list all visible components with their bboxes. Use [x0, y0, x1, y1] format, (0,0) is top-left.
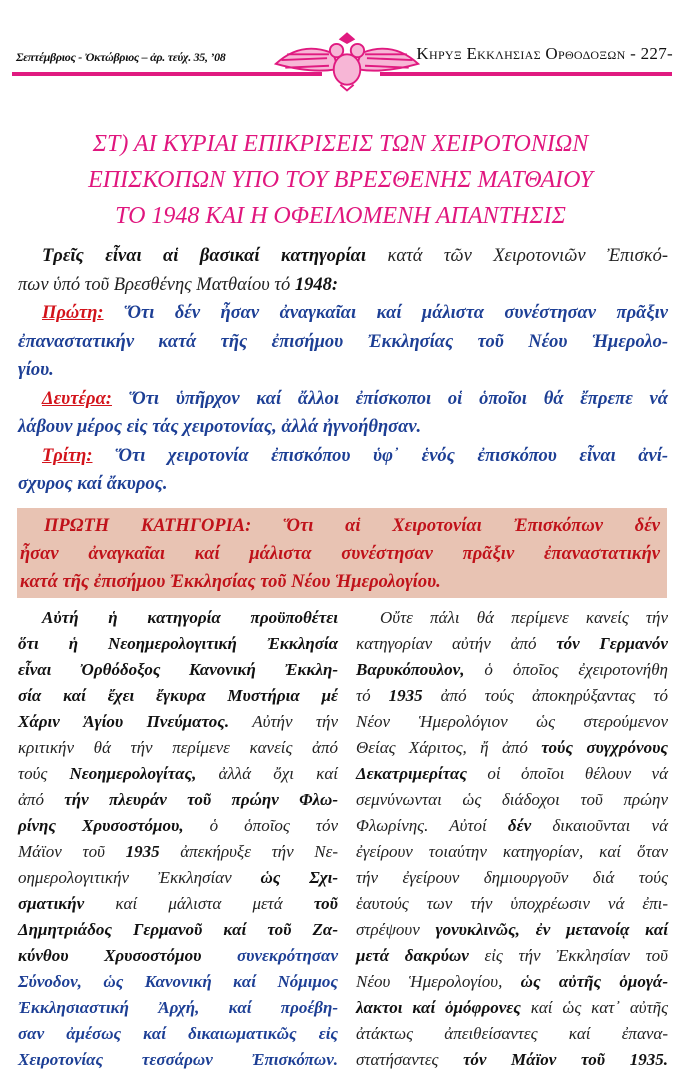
text-line	[18, 242, 668, 271]
text-line	[18, 442, 668, 471]
text-segment: ἀπό τούς ἀποκηρύξαντας τό	[422, 686, 668, 705]
text-segment: τό	[356, 686, 389, 705]
text-line	[356, 865, 668, 891]
text-segment: στρέψουν	[356, 920, 436, 939]
text-segment: Χειροτονίας τεσσάρων Ἐπισκόπων.	[18, 1050, 338, 1069]
text-segment: καί μάλιστα μετά	[84, 894, 314, 913]
text-line	[356, 787, 668, 813]
text-line	[18, 917, 338, 943]
category-label: Δευτέρα:	[42, 388, 112, 409]
header-rule-right	[380, 72, 672, 76]
text-segment: σαν ἀμέσως καί δικαιωματικῶς εἰς	[18, 1024, 338, 1043]
text-segment: κατά τῶν Χειροτονιῶν Ἐπισκό-	[366, 246, 668, 266]
category-label: Τρίτη:	[42, 445, 93, 466]
text-segment: ὁ ὁποῖος ἐχειροτονήθη	[464, 660, 668, 679]
text-segment: Ὅτι δέν ἦσαν ἀναγκαῖαι καί μάλιστα συνέστησαν πρᾶξιν	[103, 303, 668, 323]
text-line	[356, 813, 668, 839]
first-category-statement	[20, 512, 660, 596]
text-line	[356, 761, 668, 787]
text-segment: στατήσαντες	[356, 1050, 464, 1069]
text-segment: γονυκλινῶς, ἐν μετανοίᾳ καί	[435, 920, 668, 939]
text-segment: τούς συγχρόνους	[541, 738, 668, 757]
text-segment: 1948:	[294, 274, 338, 295]
text-line	[356, 631, 668, 657]
text-segment: λακτοι καί ὁμόφρονες	[356, 998, 521, 1017]
text-segment: ΠΡΩΤΗ ΚΑΤΗΓΟΡΙΑ: Ὅτι αἱ Χειροτονίαι Ἐπισκόπων δέν	[44, 516, 660, 536]
text-line	[356, 709, 668, 735]
text-segment: ὁ ὁποῖος τόν	[183, 816, 338, 835]
text-segment: 1935	[125, 842, 160, 861]
text-segment: κατά τῆς ἐπισήμου Ἐκκλησίας τοῦ Νέου Ἡμερολογίου.	[20, 572, 441, 592]
title-line: ΕΠΙΣΚΟΠΩΝ ΥΠΟ ΤΟΥ ΒΡΕΣΘΕΝΗΣ ΜΑΤΘΑΙΟΥ	[88, 167, 593, 193]
text-segment: Αὐτή ἡ κατηγορία προϋποθέτει	[42, 608, 338, 627]
text-line	[356, 735, 668, 761]
text-line	[356, 657, 668, 683]
left-column	[18, 605, 338, 1073]
text-segment: τούς	[18, 764, 70, 783]
text-line	[18, 735, 338, 761]
text-segment: πων ὑπό τοῦ Βρεσθένης Ματθαίου τό	[18, 274, 295, 295]
text-segment: κριτικήν θά τήν περίμενε κανείς ἀπό	[18, 738, 338, 757]
text-line	[18, 839, 338, 865]
text-line	[18, 328, 668, 357]
text-segment: εἰς τήν Ἐκκλησίαν τοῦ	[468, 946, 668, 965]
text-segment: Σύνοδον, ὡς Κανονική καί Νόμιμος	[18, 972, 338, 991]
text-line	[20, 568, 660, 596]
text-line	[356, 839, 668, 865]
text-line	[18, 787, 338, 813]
text-segment: γίου.	[18, 360, 54, 380]
text-segment: Μάϊον τοῦ	[18, 842, 126, 861]
text-line	[356, 683, 668, 709]
text-line	[18, 271, 668, 300]
text-segment: Θείας Χάριτος, ἤ ἀπό	[356, 738, 542, 757]
text-line	[18, 761, 338, 787]
text-line	[18, 1021, 338, 1047]
text-segment: τόν Γερμανόν	[556, 634, 668, 653]
issue-date: Σεπτέμβριος - Ὀκτώβριος – ἀρ. τεύχ. 35, ’08	[16, 50, 226, 64]
text-line	[356, 917, 668, 943]
text-line	[18, 605, 338, 631]
category-label: Πρώτη:	[42, 303, 104, 323]
text-line	[356, 891, 668, 917]
text-segment: ὡς Σχι-	[260, 868, 339, 887]
section-title	[0, 126, 681, 234]
text-segment: σεμνύνωνται ὡς διάδοχοι τοῦ πρώην	[356, 790, 668, 809]
text-segment: λάβουν μέρος εἰς τάς χειροτονίας, ἀλλά ἠγνοήθησαν.	[18, 417, 422, 437]
text-line	[18, 865, 338, 891]
text-segment: Δημητριάδος Γερμανοῦ καί τοῦ Ζα-	[18, 920, 338, 939]
text-line	[356, 969, 668, 995]
text-segment: Δεκατριμερίτας	[356, 764, 467, 783]
text-segment: οημερολογιτικήν Ἐκκλησίαν	[18, 868, 261, 887]
text-line	[18, 683, 338, 709]
text-line	[18, 470, 668, 499]
text-segment: τήν πλευράν τοῦ πρώην Φλω-	[64, 790, 338, 809]
text-segment: σία καί ἔχει ἔγκυρα Μυστήρια μέ	[18, 686, 338, 705]
text-line	[356, 605, 668, 631]
text-segment: κύνθου Χρυσοστόμου	[18, 946, 237, 965]
text-segment: σχυρος καί ἄκυρος.	[18, 474, 168, 494]
text-segment: ἦσαν ἀναγκαῖαι καί μάλιστα συνέστησαν πρᾶξιν ἐπαναστατικήν	[20, 544, 660, 564]
text-segment: Ὅτι χειροτονία ἐπισκόπου ὑφ᾽ ἑνός ἐπισκόπου εἶναι ἀνί-	[92, 445, 668, 466]
text-segment: ἑαυτούς των τήν ὑποχρέωσιν νά ἐπι-	[356, 894, 668, 913]
text-segment: ἐπαναστατικήν κατά τῆς ἐπισήμου Ἐκκλησίας τοῦ Νέου Ἡμερολο-	[18, 331, 668, 352]
text-line	[356, 1047, 668, 1073]
text-segment: Νέον Ἡμερολόγιον ὡς στερούμενον	[356, 712, 668, 731]
publication-title-page-number: Κηρυξ Εκκλησιας Ορθοδοξων - 227-	[416, 44, 673, 63]
text-segment: ἀπεκήρυξε τήν Νε-	[159, 842, 339, 861]
text-segment: ἀτάκτως ἀπειθείσαντες καί ἐπανα-	[356, 1024, 668, 1043]
text-segment: καί ὡς κατ᾽ αὐτῆς	[520, 998, 668, 1017]
text-line	[18, 943, 338, 969]
text-line	[18, 657, 338, 683]
text-line	[20, 512, 660, 540]
text-segment: συνεκρότησαν	[236, 946, 338, 965]
text-segment: τοῦ	[313, 894, 338, 913]
text-segment: Οὔτε πάλι θά περίμενε κανείς τήν	[380, 608, 668, 627]
text-segment: σματικήν	[18, 894, 85, 913]
text-segment: εἶναι Ὀρθόδοξος Κανονική Ἐκκλη-	[18, 660, 338, 679]
title-line: ΣΤ) ΑΙ ΚΥΡΙΑΙ ΕΠΙΚΡΙΣΕΙΣ ΤΩΝ ΧΕΙΡΟΤΟΝΙΩΝ	[92, 131, 589, 157]
text-segment: ὅτι ἡ Νεοημερολογιτική Ἐκκλησία	[18, 634, 338, 653]
text-segment: Τρεῖς εἶναι αἱ βασικαί κατηγορίαι	[42, 246, 367, 266]
text-segment: κατηγορίαν αὐτήν ἀπό	[356, 634, 557, 653]
title-line: ΤΟ 1948 ΚΑΙ Η ΟΦΕΙΛΟΜΕΝΗ ΑΠΑΝΤΗΣΙΣ	[115, 203, 566, 229]
text-segment: δικαιοῦνται νά	[531, 816, 668, 835]
text-segment: μετά δακρύων	[356, 946, 469, 965]
text-line	[18, 891, 338, 917]
text-line	[18, 995, 338, 1021]
text-segment: Νεοημερολογίτας,	[69, 764, 197, 783]
text-segment: οἱ ὁποῖοι θέλουν νά	[466, 764, 668, 783]
text-segment: ἀπό	[18, 790, 65, 809]
text-segment: ὡς αὐτῆς ὁμογά-	[520, 972, 668, 991]
text-segment: τήν ἐγείρουν δημιουργοῦν διά τούς	[356, 868, 668, 887]
text-segment: Χάριν Ἁγίου Πνεύματος.	[18, 712, 230, 731]
text-segment: Φλωρίνης. Αὐτοί	[356, 816, 508, 835]
double-headed-eagle-icon	[272, 30, 422, 92]
text-line	[18, 385, 668, 414]
text-line	[356, 995, 668, 1021]
text-line	[18, 631, 338, 657]
text-line	[18, 299, 668, 328]
text-segment: 1935	[388, 686, 423, 705]
right-column	[356, 605, 668, 1073]
text-segment: Ἐκκλησιαστική Ἀρχή, καί προέβη-	[18, 998, 338, 1017]
text-line	[18, 1047, 338, 1073]
text-segment: ἀλλά ὄχι καί	[196, 764, 338, 783]
text-segment: τόν Μάϊον τοῦ 1935.	[463, 1050, 668, 1069]
text-segment: ἐγείρουν τοιαύτην κατηγορίαν, καί ὅταν	[356, 842, 668, 861]
text-line	[18, 709, 338, 735]
text-line	[20, 540, 660, 568]
text-line	[18, 413, 668, 442]
text-line	[18, 969, 338, 995]
text-segment: Αὐτήν τήν	[229, 712, 338, 731]
text-line	[356, 943, 668, 969]
text-segment: Νέου Ἡμερολογίου,	[356, 972, 521, 991]
text-segment: δέν	[507, 816, 532, 835]
text-line	[18, 813, 338, 839]
text-segment: Ὅτι ὑπῆρχον καί ἄλλοι ἐπίσκοποι οἱ ὁποῖοι θά ἔπρεπε νά	[111, 388, 668, 409]
text-line	[356, 1021, 668, 1047]
text-line	[18, 356, 668, 385]
text-segment: ρίνης Χρυσοστόμου,	[18, 816, 184, 835]
text-segment: Βαρυκόπουλον,	[356, 660, 465, 679]
intro-paragraphs	[18, 242, 668, 499]
